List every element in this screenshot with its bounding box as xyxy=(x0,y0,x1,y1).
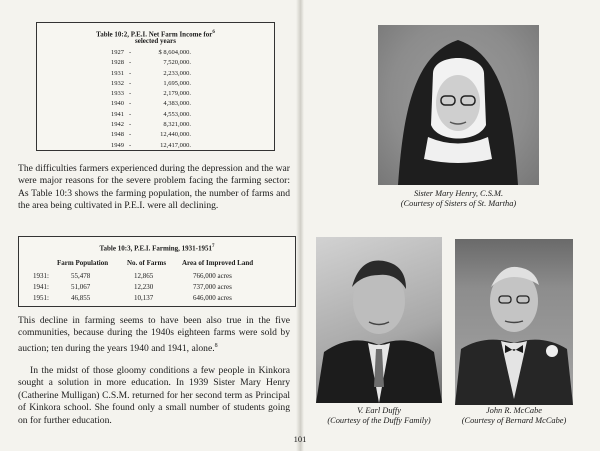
row-year: 1948 xyxy=(111,131,124,139)
income-row xyxy=(111,110,191,120)
income-row xyxy=(111,69,191,79)
photo-caption xyxy=(378,189,539,209)
income-row xyxy=(111,141,191,151)
portrait-john-mccabe-image xyxy=(455,239,573,405)
table-caption-line2: selected years xyxy=(134,37,176,45)
caption-name: V. Earl Duffy xyxy=(357,406,401,415)
caption-credit: (Courtesy of the Duffy Family) xyxy=(327,416,431,425)
photo-caption xyxy=(446,406,582,426)
row-income: 7,520,000. xyxy=(163,59,191,67)
row-dash: - xyxy=(129,121,132,129)
row-income: 2,179,000. xyxy=(163,90,191,98)
income-row xyxy=(111,120,191,130)
income-row xyxy=(111,79,191,89)
income-row xyxy=(111,48,191,58)
row-dash: - xyxy=(129,69,132,77)
row-income: 12,440,000. xyxy=(160,131,191,139)
caption-name: John R. McCabe xyxy=(485,406,543,415)
income-row xyxy=(111,89,191,99)
row-dash: - xyxy=(129,131,132,139)
paragraph: The difficulties farmers experienced during the depression and the war were major reasons for the severe problem facing the farming sector: As Table 10:3 shows the farming population, the number of farms and the area being cultivated in P.E.I. were all declining. xyxy=(18,163,290,212)
row-income: 8,321,000. xyxy=(163,121,191,129)
portrait-earl-duffy-image xyxy=(316,237,442,403)
row-year: 1931 xyxy=(111,69,124,77)
row-dash: - xyxy=(129,59,132,67)
portrait-earl-duffy xyxy=(316,237,442,403)
row-year: 1931: xyxy=(33,272,49,280)
income-row xyxy=(111,58,191,68)
page-number: 101 xyxy=(293,434,307,444)
row-farms: 12,230 xyxy=(134,283,154,291)
row-income: 4,553,000. xyxy=(163,110,191,118)
row-population: 46,855 xyxy=(71,294,91,302)
portrait-sister-mary-henry-image xyxy=(378,25,539,185)
row-year: 1941: xyxy=(33,283,49,291)
table-caption: Table 10:3, P.E.I. Farming, 1931-1951$^7$ xyxy=(99,244,215,253)
row-area: 737,000 acres xyxy=(193,283,232,291)
row-year: 1932 xyxy=(111,79,124,87)
row-farms: 12,865 xyxy=(134,272,154,280)
row-dash: - xyxy=(129,49,132,56)
row-farms: 10,137 xyxy=(134,294,154,302)
row-year: 1940 xyxy=(111,100,124,108)
table-pei-farming xyxy=(18,236,296,307)
portrait-john-mccabe xyxy=(455,239,573,405)
table-net-farm-income xyxy=(36,22,275,151)
paragraph: This decline in farming seems to have been also true in the five communities, because during the 1940s eighteen farms were sold by auction; ten during the years 1940 and 1941, alone.$^8$ xyxy=(18,315,290,354)
paragraph: In the midst of those gloomy conditions a few people in Kinkora sought a solution in more education. In 1939 Sister Mary Henry (Catherine Mulligan) C.S.M. returned for her second term as Principal of Kinkora school. She found only a small number of students going on for further education. xyxy=(18,365,290,426)
income-row xyxy=(111,99,191,109)
income-rows xyxy=(111,48,191,151)
header-no-of-farms: No. of Farms xyxy=(127,259,167,267)
row-dash: - xyxy=(129,141,132,149)
caption-credit: (Courtesy of Sisters of St. Martha) xyxy=(400,199,517,208)
row-population: 55,478 xyxy=(71,272,91,280)
row-year: 1951: xyxy=(33,294,49,302)
row-area: 646,000 acres xyxy=(193,294,232,302)
row-year: 1928 xyxy=(111,59,124,67)
header-improved-land: Area of Improved Land xyxy=(182,259,254,267)
photo-caption xyxy=(302,406,456,426)
row-year: 1941 xyxy=(111,110,124,118)
caption-credit: (Courtesy of Bernard McCabe) xyxy=(461,416,567,425)
row-dash: - xyxy=(129,90,132,98)
income-row xyxy=(111,130,191,140)
header-farm-population: Farm Population xyxy=(57,259,109,267)
row-population: 51,067 xyxy=(71,283,91,291)
row-year: 1933 xyxy=(111,90,124,98)
row-income: 4,383,000. xyxy=(163,100,191,108)
portrait-sister-mary-henry xyxy=(378,25,539,185)
row-year: 1949 xyxy=(111,141,124,149)
row-income: $ 8,604,000. xyxy=(158,49,191,56)
row-area: 766,000 acres xyxy=(193,272,232,280)
row-dash: - xyxy=(129,100,132,108)
table-caption: Table 10:2, P.E.I. Net Farm Income for$^6$ xyxy=(96,30,215,39)
book-gutter xyxy=(296,0,304,451)
caption-name: Sister Mary Henry, C.S.M. xyxy=(413,189,504,198)
row-income: 12,417,000. xyxy=(160,141,191,149)
row-dash: - xyxy=(129,79,132,87)
row-income: 1,695,000. xyxy=(163,79,191,87)
row-year: 1927 xyxy=(111,49,124,56)
row-income: 2,233,000. xyxy=(163,69,191,77)
row-dash: - xyxy=(129,110,132,118)
row-year: 1942 xyxy=(111,121,124,129)
